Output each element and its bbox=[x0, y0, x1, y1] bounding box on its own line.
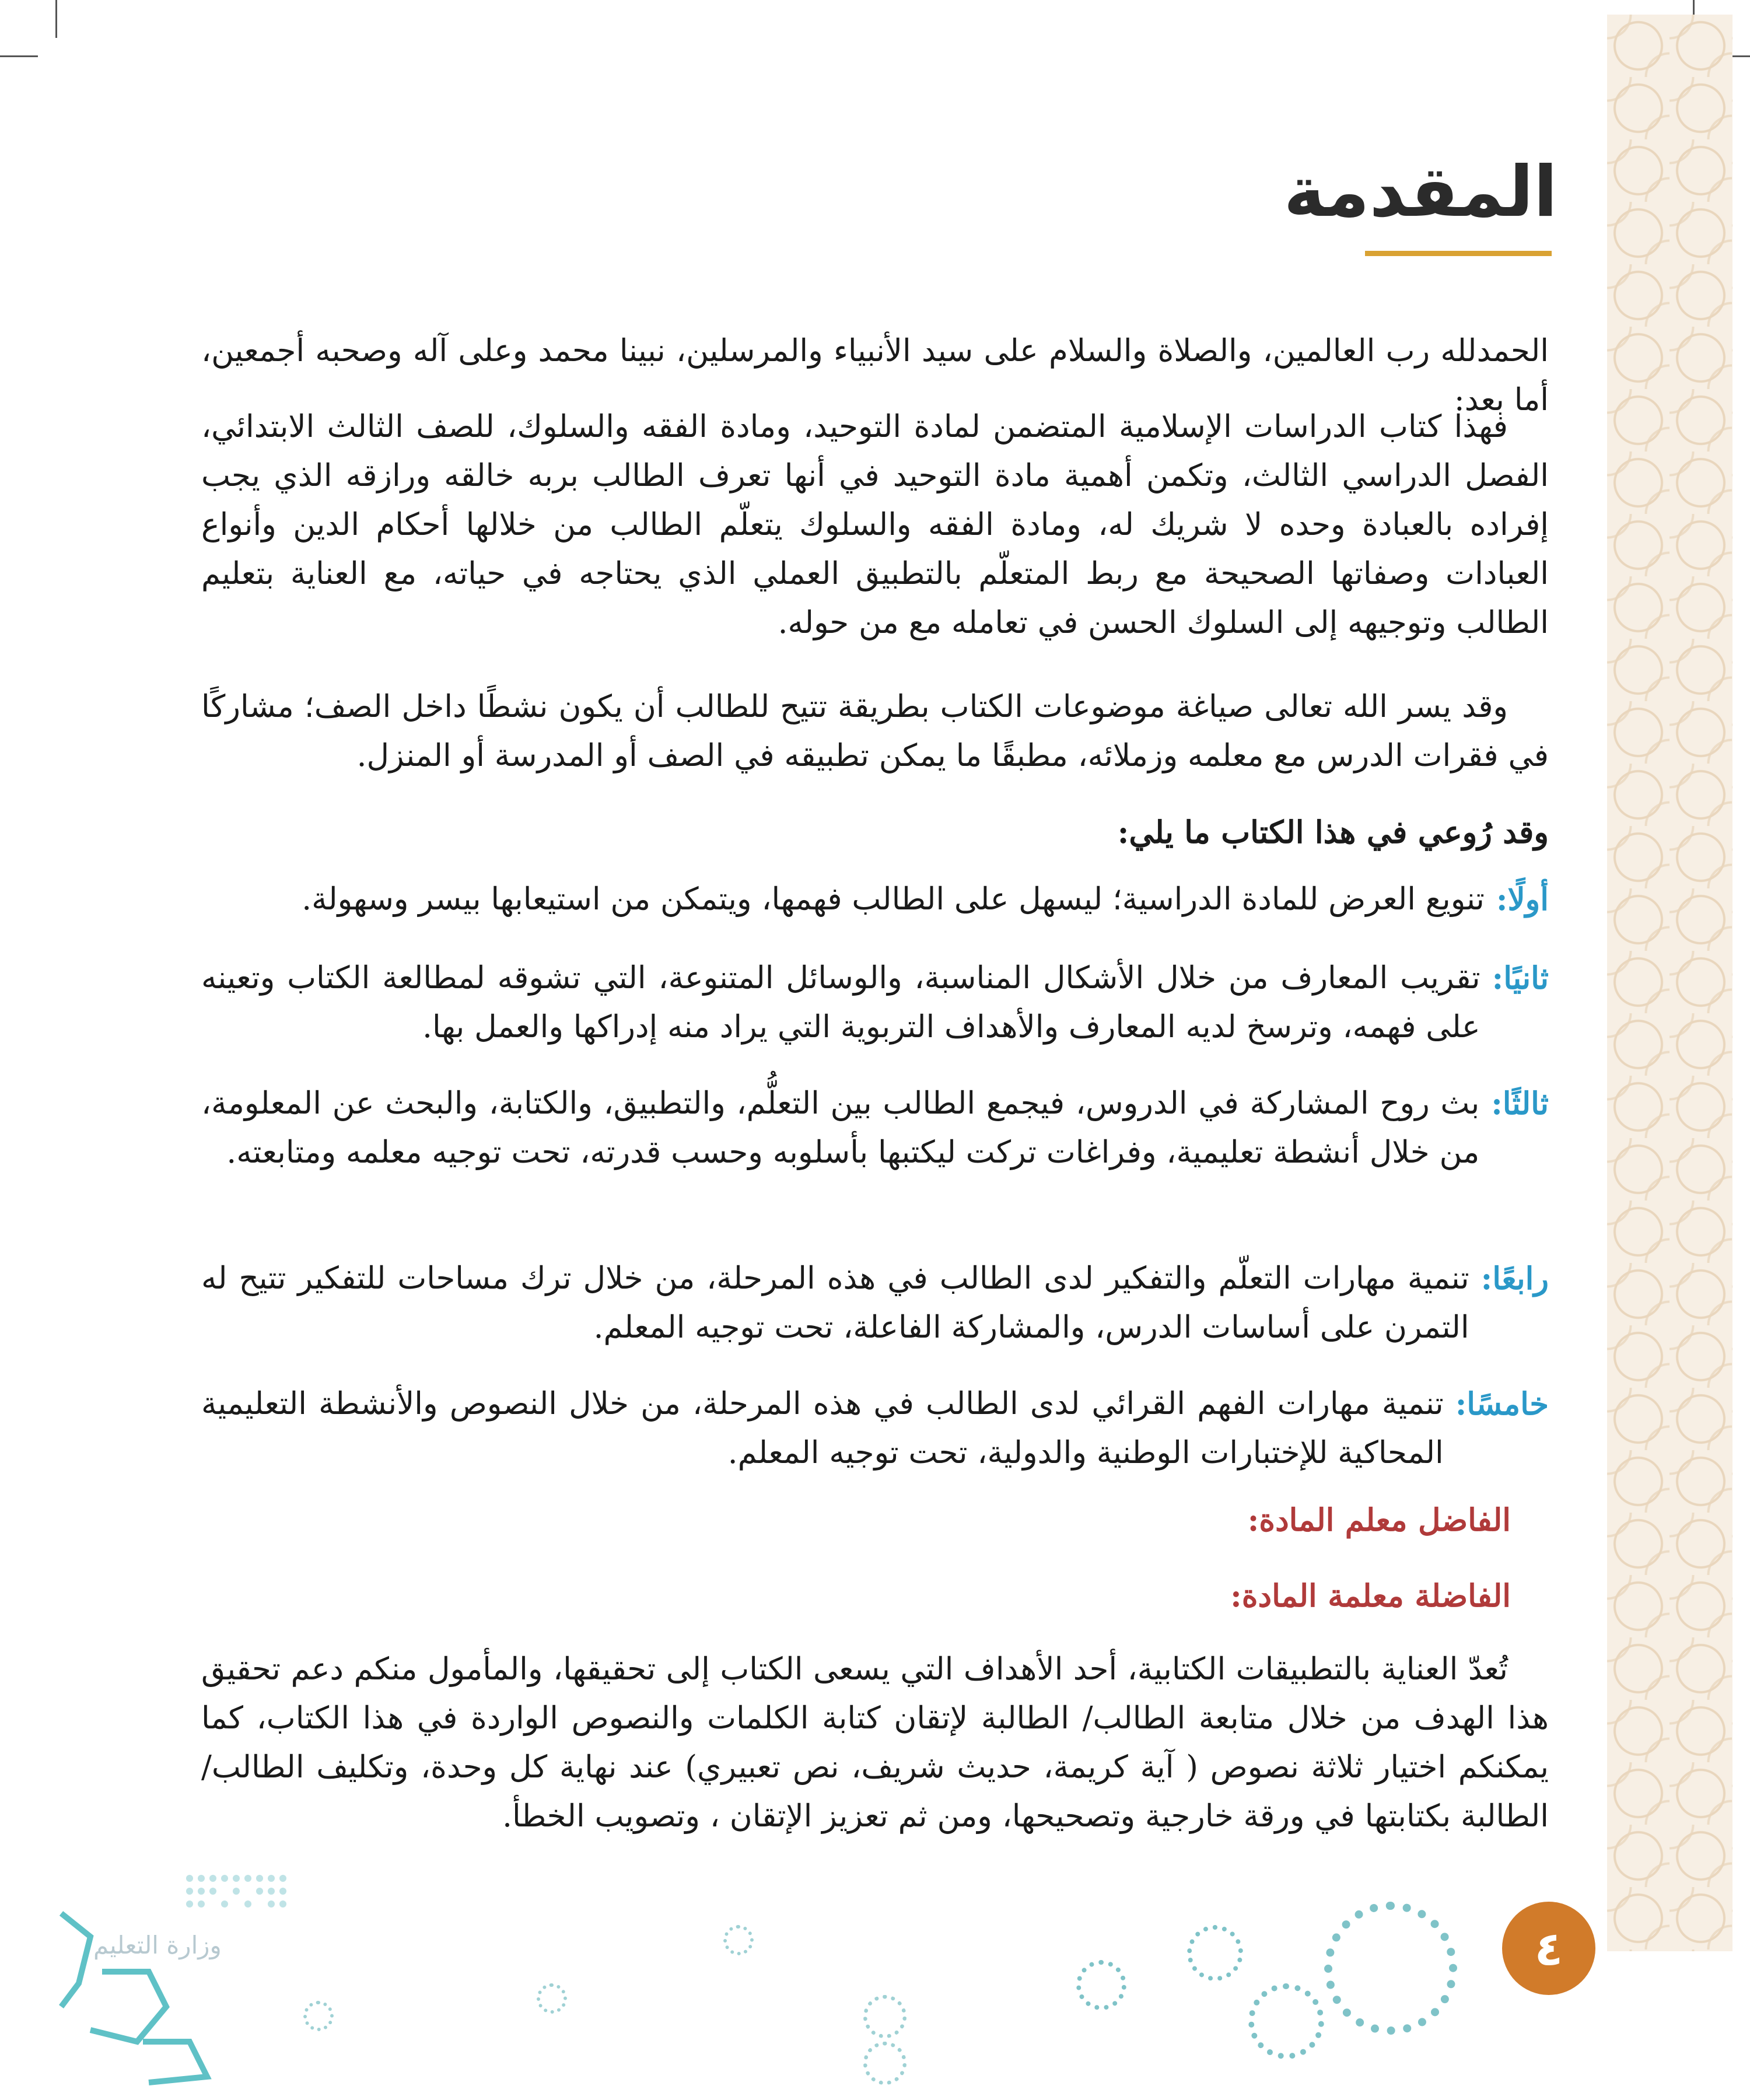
rosette-decoration-icon bbox=[1076, 1960, 1126, 2010]
teacher-male-heading: الفاضل معلم المادة: bbox=[1247, 1502, 1511, 1538]
list-item-text: تنمية مهارات الفهم القرائي لدى الطالب في هذه المرحلة، من خلال النصوص والأنشطة التعليمية المحاكية للإختبارات الوطنية والدولية، تحت توجيه المعلم. bbox=[201, 1386, 1444, 1471]
rosette-decoration-icon bbox=[1248, 1983, 1324, 2059]
list-item-label: خامسًا: bbox=[1455, 1386, 1549, 1422]
crop-mark bbox=[0, 55, 38, 57]
ministry-logo-icon bbox=[55, 1867, 300, 2088]
rosette-decoration-icon bbox=[723, 1925, 754, 1955]
rosette-decoration-icon bbox=[303, 2001, 334, 2031]
list-item-label: أولًا: bbox=[1496, 881, 1549, 918]
rosette-decoration-icon bbox=[863, 1995, 907, 2038]
list-item-label: ثانيًا: bbox=[1492, 960, 1549, 996]
rosette-decoration-icon bbox=[863, 2042, 907, 2085]
paragraph-1: فهذا كتاب الدراسات الإسلامية المتضمن لمادة التوحيد، ومادة الفقه والسلوك، للصف الثالث الابتدائي، الفصل الدراسي الثالث، وتكمن أهمية مادة التوحيد في أنها تعرف الطالب بربه خالقه ورازقه الذي يجب إفراده بالعبادة وحده لا شريك له، ومادة الفقه والسلوك يتعلّم الطالب من خلالها أحكام الدين وأنواع العبادات وصفاتها الصحيحة مع ربط المتعلّم بالتطبيق العملي الذي يحتاجه في حياته، مع العناية بتعليم الطالب وتوجيهه إلى السلوك الحسن في تعامله مع من حوله. bbox=[201, 409, 1549, 640]
crop-mark bbox=[55, 0, 57, 38]
list-item bbox=[201, 954, 1549, 1052]
list-item-text: بث روح المشاركة في الدروس، فيجمع الطالب بين التعلُّم، والتطبيق، والكتابة، والبحث عن المعلومة، من خلال أنشطة تعليمية، وفراغات تركت ليكتبها بأسلوبه وحسب قدرته، تحت توجيه معلمه ومتابعته. bbox=[201, 1086, 1480, 1170]
rosette-decoration-icon bbox=[1324, 1902, 1457, 2035]
teacher-female-heading: الفاضلة معلمة المادة: bbox=[1230, 1578, 1511, 1614]
list-item-label: رابعًا: bbox=[1480, 1261, 1549, 1297]
ministry-logo-text: وزارة التعليم bbox=[93, 1931, 222, 1959]
list-item-text: تنويع العرض للمادة الدراسية؛ ليسهل على الطالب فهمها، ويتمكن من استيعابها بيسر وسهولة. bbox=[302, 881, 1485, 917]
page-number-badge: ٤ bbox=[1502, 1902, 1595, 1995]
list-item bbox=[201, 1380, 1549, 1478]
list-item-text: تنمية مهارات التعلّم والتفكير لدى الطالب في هذه المرحلة، من خلال ترك مساحات للتفكير تتيح له التمرن على أساسات الدرس، والمشاركة الفاعلة، تحت توجيه المعلم. bbox=[201, 1261, 1469, 1345]
page-title: المقدمة bbox=[1283, 152, 1558, 233]
list-item-label: ثالثًا: bbox=[1491, 1086, 1549, 1122]
side-decorative-pattern bbox=[1607, 15, 1732, 1951]
rosette-decoration-icon bbox=[537, 1983, 567, 2014]
list-item bbox=[201, 1079, 1549, 1177]
paragraph-2: وقد يسر الله تعالى صياغة موضوعات الكتاب بطريقة تتيح للطالب أن يكون نشطًا داخل الصف؛ مشاركًا في فقرات الدرس مع معلمه وزملائه، مطبقًا ما يمكن تطبيقه في الصف أو المدرسة أو المنزل. bbox=[201, 689, 1549, 774]
list-item-text: تقريب المعارف من خلال الأشكال المناسبة، والوسائل المتنوعة، التي تشوقه لمطالعة الكتاب وتعينه على فهمه، وترسخ لديه المعارف والأهداف التربوية التي يراد منه إدراكها والعمل بها. bbox=[201, 960, 1480, 1045]
rosette-decoration-icon bbox=[1187, 1925, 1243, 1981]
considerations-heading: وقد رُوعي في هذا الكتاب ما يلي: bbox=[1117, 814, 1549, 850]
intro-paragraph: الحمدلله رب العالمين، والصلاة والسلام على سيد الأنبياء والمرسلين، نبينا محمد وعلى آله وصحبه أجمعين، أما بعد: bbox=[201, 333, 1549, 418]
list-item bbox=[201, 875, 1549, 924]
paragraph-3: تُعدّ العناية بالتطبيقات الكتابية، أحد الأهداف التي يسعى الكتاب إلى تحقيقها، والمأمول منكم دعم تحقيق هذا الهدف من خلال متابعة الطالب/ الطالبة لإتقان كتابة الكلمات والنصوص الواردة في هذا الكتاب، كما يمكنكم اختيار ثلاثة نصوص ( آية كريمة، حديث شريف، نص تعبيري) عند نهاية كل وحدة، وتكليف الطالب/ الطالبة بكتابتها في ورقة خارجية وتصحيحها، ومن ثم تعزيز الإتقان ، وتصويب الخطأ. bbox=[201, 1651, 1549, 1834]
list-item bbox=[201, 1254, 1549, 1352]
title-underline bbox=[1365, 251, 1552, 256]
